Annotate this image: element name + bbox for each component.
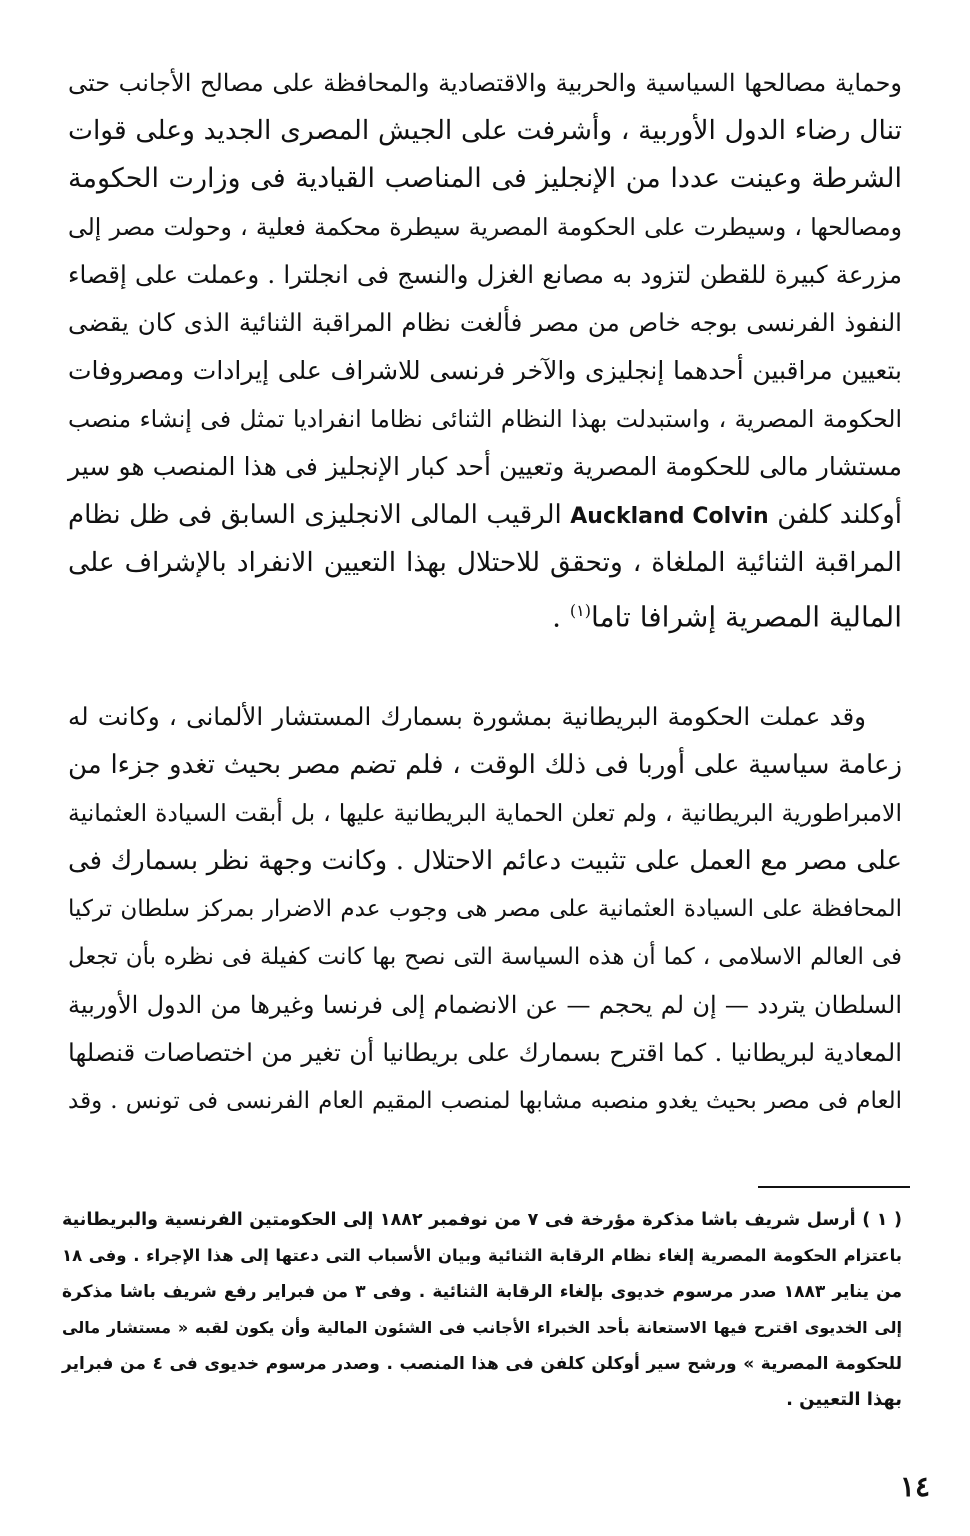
text-line: السلطان يتردد — إن لم يحجم — عن الانضمام إلى فرنسا وغيرها من الدول الأوربية xyxy=(68,991,902,1019)
text-line: الحكومة المصرية ، واستبدلت بهذا النظام الثنائى نظاما انفراديا تمثل فى إنشاء منصب xyxy=(68,405,902,433)
text-line: تنال رضاء الدول الأوربية ، وأشرفت على الجيش المصرى الجديد وعلى قوات xyxy=(68,115,902,146)
text-line: وقد عملت الحكومة البريطانية بمشورة بسمارك المستشار الألمانى ، وكانت له xyxy=(68,702,866,731)
footnote-line: إلى الخديوى اقترح فيها الاستعانة بأحد الخبراء الأجانب فى الشئون المالية وأن يكون لقبه « مستشار مالى xyxy=(62,1318,902,1337)
text-line-with-latin-name xyxy=(68,498,902,546)
footnote-line: ( ١ ) أرسل شريف باشا مذكرة مؤرخة فى ٧ من نوفمبر ١٨٨٢ إلى الحكومتين الفرنسية والبريطانية xyxy=(62,1210,902,1230)
text-line: بتعيين مراقبين أحدهما إنجليزى والآخر فرنسى للاشراف على إيرادات ومصروفات xyxy=(68,356,902,385)
paragraph-2 xyxy=(68,700,902,1132)
paragraph-1 xyxy=(68,66,902,642)
text-line: الشرطة وعينت عددا من الإنجليز فى المناصب القيادية فى وزارت الحكومة xyxy=(68,163,902,194)
footnote-reference: (١) xyxy=(569,601,591,620)
text-line: الامبراطورية البريطانية ، ولم تعلن الحماية البريطانية عليها ، بل أبقت السيادة العثمانية xyxy=(68,799,902,827)
footnote-block xyxy=(62,1208,902,1424)
footnote-line: بهذا التعيين . xyxy=(786,1389,902,1410)
page-number: ١٤ xyxy=(899,1470,930,1503)
text-line: مزرعة كبيرة للقطن لتزود به مصانع الغزل والنسج فى انجلترا . وعملت على إقصاء xyxy=(68,260,902,289)
footnote-line: من يناير ١٨٨٣ صدر مرسوم خديوى بإلغاء الرقابة الثنائية . وفى ٣ من فبراير رفع شريف باشا مذكرة xyxy=(62,1282,903,1302)
text-segment: المالية المصرية إشرافا تاما xyxy=(591,600,902,634)
sentence-end: . xyxy=(552,600,570,634)
footnote-line: باعتزام الحكومة المصرية إلغاء نظام الرقابة الثنائية وبيان الأسباب التى دعتها إلى هذا الإجراء . وفى ١٨ xyxy=(62,1246,902,1265)
latin-name: Auckland Colvin xyxy=(570,504,769,529)
text-line: فى العالم الاسلامى ، كما أن هذه السياسة التى نصح بها كانت كفيلة فى نظره بأن تجعل xyxy=(68,944,902,970)
footnote-separator xyxy=(758,1186,910,1188)
text-line: المحافظة على السيادة العثمانية على مصر هى وجوب عدم الاضرار بمركز سلطان تركيا xyxy=(68,896,902,922)
text-line: العام فى مصر بحيث يغدو منصبه مشابها لمنصب المقيم العام الفرنسى فى تونس . وقد xyxy=(68,1088,902,1114)
text-line: زعامة سياسية على أوربا فى ذلك الوقت ، فلم تضم مصر بحيث تغدو جزءا من xyxy=(68,750,902,780)
text-line: المراقبة الثنائية الملغاة ، وتحقق للاحتلال بهذا التعيين الانفراد بالإشراف على xyxy=(68,547,902,578)
text-line-last xyxy=(68,594,902,642)
text-line: ومصالحها ، وسيطرت على الحكومة المصرية سيطرة محكمة فعلية ، وحولت مصر إلى xyxy=(68,213,902,241)
footnote-line: للحكومة المصرية » ورشح سير أوكلن كلفن فى هذا المنصب . وصدر مرسوم خديوى فى ٤ من فبراير xyxy=(62,1354,902,1374)
text-line: مستشار مالى للحكومة المصرية وتعيين أحد كبار الإنجليز فى هذا المنصب هو سير xyxy=(68,452,902,481)
arabic-name: أوكلند كلفن xyxy=(777,500,903,530)
text-line: المعادية لبريطانيا . كما اقترح بسمارك على بريطانيا أن تغير من اختصاصات قنصلها xyxy=(68,1038,902,1067)
text-line: على مصر مع العمل على تثبيت دعائم الاحتلال . وكانت وجهة نظر بسمارك فى xyxy=(68,846,902,876)
text-segment: الرقيب المالى الانجليزى السابق فى ظل نظام xyxy=(68,500,562,530)
text-line: النفوذ الفرنسى بوجه خاص من مصر فألغت نظام المراقبة الثنائية الذى كان يقضى xyxy=(68,308,902,337)
text-line: وحماية مصالحها السياسية والحربية والاقتصادية والمحافظة على مصالح الأجانب حتى xyxy=(68,69,902,97)
